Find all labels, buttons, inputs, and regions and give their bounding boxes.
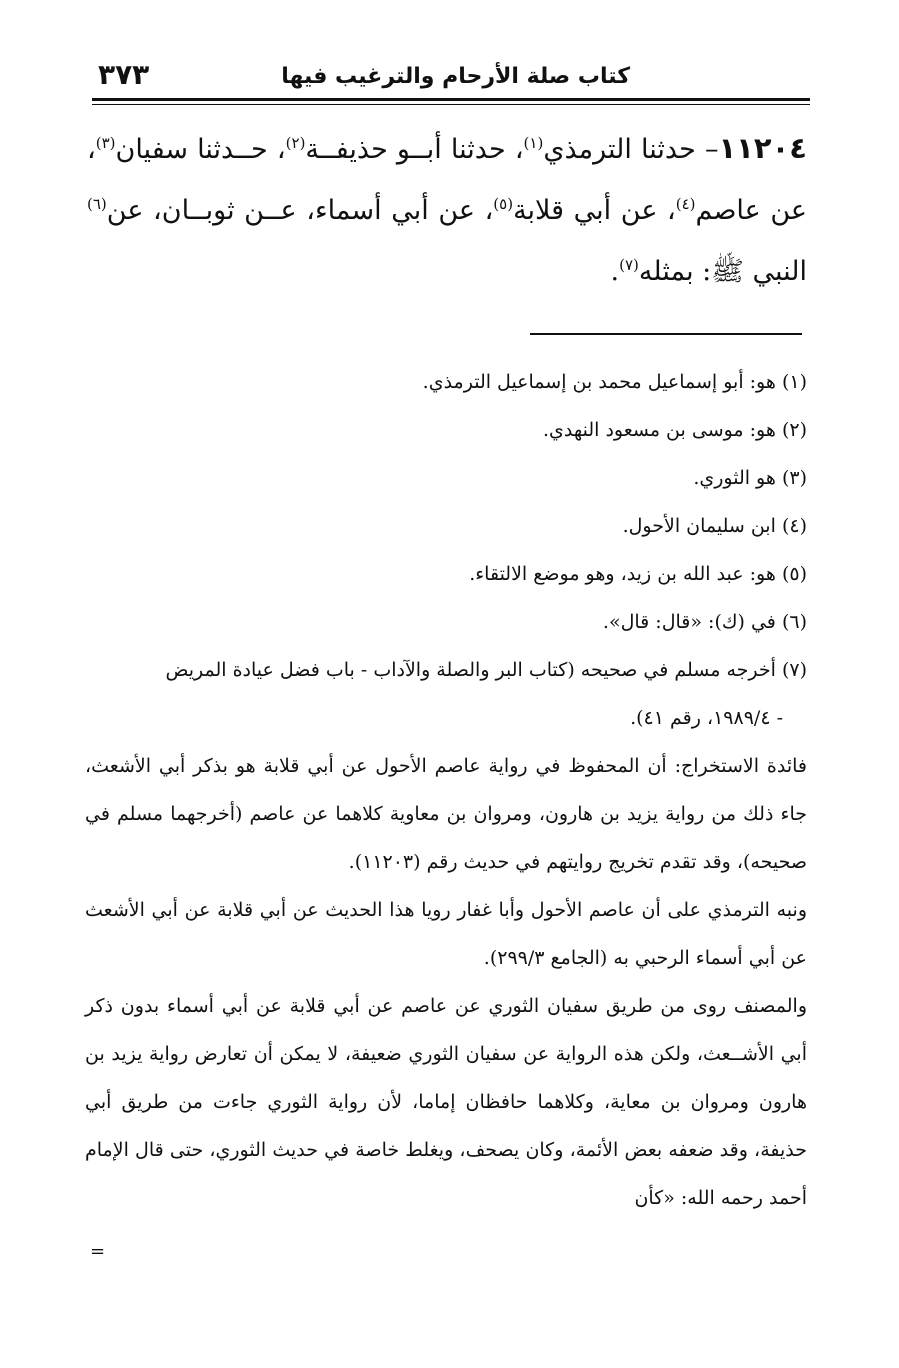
hadith-text [87,118,807,302]
footnote [85,454,807,502]
hadith-segment: النبي ﷺ: بمثله [638,256,807,287]
footnote-text: في (ك): «قال: قال». [602,611,776,633]
hadith-number: ١١٢٠٤ [718,131,807,165]
footnote-number: (٣) [781,467,807,489]
commentary-paragraph: فائدة الاستخراج: أن المحفوظ في رواية عاصم الأحول عن أبي قلابة هو بذكر أبي الأشعث، جاء ذلك من رواية يزيد بن هارون، ومروان بن معاوية كلاهما عن عاصم (أخرجهما مسلم في صحيحه)، وقد تقدم تخريج روايتهم في حديث رقم (١١٢٠٣). [85,755,807,873]
footnote [85,502,807,550]
footnote-number: (٢) [781,419,807,441]
footnote-ref: (١) [523,134,544,152]
footnote-text: هو الثوري. [693,467,776,489]
header-rule-thin [92,104,810,105]
hadith-segment: . [610,256,620,287]
footnote-ref: (٥) [493,195,514,213]
footnote [85,550,807,598]
footnote-number: (٦) [781,611,807,633]
footnote-text: هو: عبد الله بن زيد، وهو موضع الالتقاء. [469,563,776,585]
hadith-segment: – حدثنا الترمذي [543,134,719,165]
page-header [92,58,810,102]
footnote [85,406,807,454]
footnote-number: (٤) [781,515,807,537]
header-rule [92,98,810,101]
footnote-number: (٥) [781,563,807,585]
hadith-segment: ، عن أبي أسماء، عــن ثوبــان، عن [106,195,494,226]
footnote-separator [530,333,802,335]
chapter-title: كتاب صلة الأرحام والترغيب فيها [281,64,630,89]
continuation-mark: = [90,1241,106,1262]
footnote-continuation: - ١٩٨٩/٤، رقم ٤١). [630,707,783,729]
footnote [85,646,807,694]
footnote-ref: (٧) [619,256,639,274]
page-number: ٣٧٣ [98,58,150,91]
footnote-text: ابن سليمان الأحول. [622,515,776,537]
hadith-segment: ، عن عاصم [87,134,807,226]
commentary-paragraph: ونبه الترمذي على أن عاصم الأحول وأبا غفار رويا هذا الحديث عن أبي قلابة عن أبي الأشعث عن أبي أسماء الرحبي به (الجامع ٢٩٩/٣). [85,899,807,969]
footnote-ref: (٣) [95,134,116,152]
hadith-segment: ، حدثنا أبــو حذيفــة [305,134,524,165]
footnote-ref: (٢) [285,134,306,152]
footnote-text: هو: موسى بن مسعود النهدي. [542,419,776,441]
footnotes [85,358,807,1222]
footnote [85,598,807,646]
footnote-number: (٧) [781,659,807,681]
footnote-text: هو: أبو إسماعيل محمد بن إسماعيل الترمذي. [422,371,776,393]
commentary-paragraph: والمصنف روى من طريق سفيان الثوري عن عاصم عن أبي قلابة عن أبي أسماء بدون ذكر أبي الأشــعث، ولكن هذه الرواية عن سفيان الثوري ضعيفة، لا يمكن أن تعارض رواية يزيد بن هارون ومروان بن معاية، وكلاهما حافظان إماما، لأن رواية الثوري جاءت من طريق أبي حذيفة، وقد ضعفه بعض الأئمة، وكان يصحف، ويغلط خاصة في حديث الثوري، حتى قال الإمام أحمد رحمه الله: «كأن [85,995,807,1209]
footnote [85,358,807,406]
footnote-text: أخرجه مسلم في صحيحه (كتاب البر والصلة والآداب - باب فضل عيادة المريض [165,659,776,681]
hadith-segment: ، عن أبي قلابة [513,195,676,226]
hadith-segment: ، حــدثنا سفيان [115,134,286,165]
footnote-ref: (٦) [87,195,107,213]
footnote-number: (١) [781,371,807,393]
footnote-ref: (٤) [675,195,696,213]
